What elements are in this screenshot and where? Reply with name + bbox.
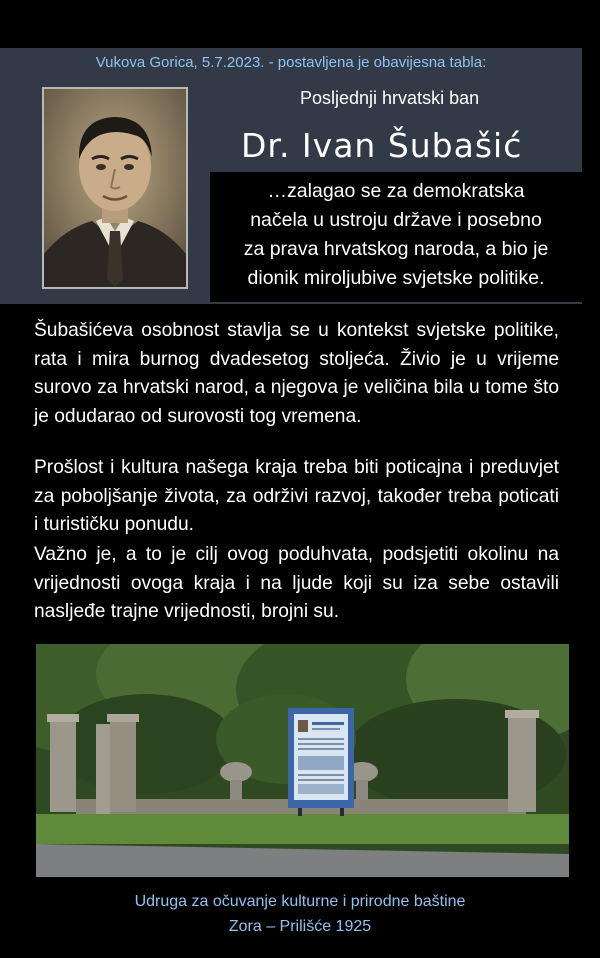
footer-organization-name: Zora – Prilišće 1925 (228, 918, 372, 935)
quote-line: načela u ustroju države i posebno (250, 209, 542, 231)
memorial-site-photo (36, 644, 569, 877)
body-paragraph: Važno je, a to je cilj ovog poduhvata, podsjetiti okolinu na vrijednosti ovoga kraja i na ljude koji su iza sebe ostavili nasljeđe trajne vrijednosti, brojni su. (34, 544, 559, 622)
header-caption: Vukova Gorica, 5.7.2023. - postavljena je obavijesna tabla: (95, 54, 487, 71)
portrait-photo (42, 87, 188, 289)
quote-line: …zalagao se za demokratska (267, 180, 525, 202)
quote-text (210, 177, 582, 293)
quote-box (210, 172, 582, 302)
quote-line: za prava hrvatskog naroda, a bio je (243, 238, 549, 260)
person-name: Dr. Ivan Šubašić (241, 126, 523, 165)
footer-organization: Udruga za očuvanje kulturne i prirodne baštine (134, 893, 466, 910)
portrait-subtitle: Posljednji hrvatski ban (300, 88, 480, 108)
quote-line: dionik miroljubive svjetske politike. (247, 267, 545, 289)
body-paragraph: Šubašićeva osobnost stavlja se u kontekst svjetske politike, rata i mira burnog dvadesetog stoljeća. Živio je u vrijeme surovo za hrvatski narod, a njegova je veličina bila u tome što je odudarao od surovosti tog vremena. (34, 320, 559, 427)
body-paragraph: Prošlost i kultura našega kraja treba biti poticajna i preduvjet za poboljšanje života, za održivi razvoj, također treba poticati i turističku ponudu. (34, 457, 559, 535)
